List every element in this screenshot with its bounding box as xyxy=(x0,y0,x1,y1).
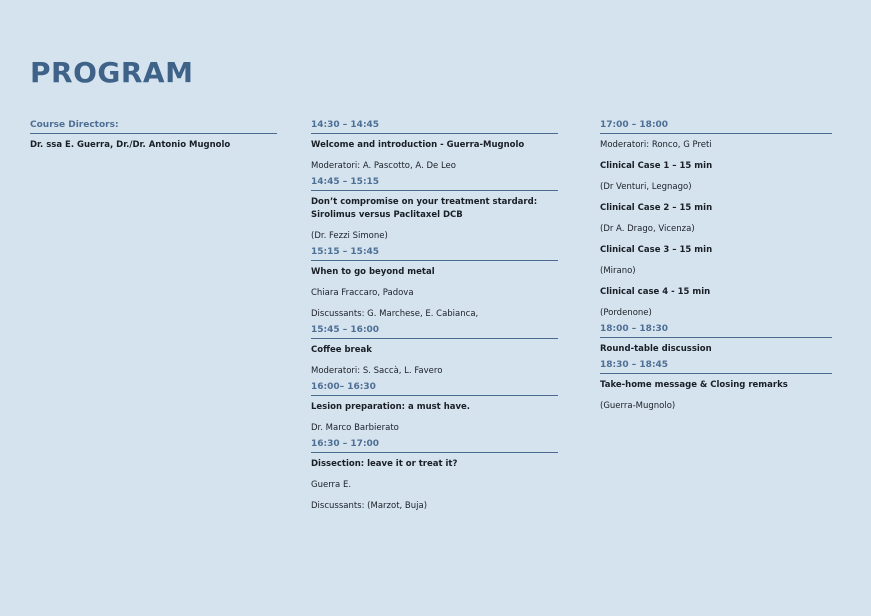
time-slot-heading: 18:00 – 18:30 xyxy=(600,323,832,338)
session-detail: Discussants: (Marzot, Buja) xyxy=(311,501,428,511)
time-slot-heading: 16:00– 16:30 xyxy=(311,381,558,396)
session-title: When to go beyond metal xyxy=(311,267,435,277)
program-column-2 xyxy=(600,119,832,416)
time-slot-heading: 15:45 – 16:00 xyxy=(311,324,558,339)
session-detail: (Guerra-Mugnolo) xyxy=(600,401,676,411)
session-title: Coffee break xyxy=(311,345,372,355)
program-slot xyxy=(311,246,558,324)
session-detail: Discussants: G. Marchese, E. Cabianca, xyxy=(311,309,479,319)
session-detail: Dr. Marco Barbierato xyxy=(311,423,399,433)
program-slot xyxy=(311,324,558,381)
directors-names: Dr. ssa E. Guerra, Dr./Dr. Antonio Mugnolo xyxy=(30,140,231,150)
session-title: Clinical Case 1 – 15 min xyxy=(600,161,713,171)
time-slot-heading: 18:30 – 18:45 xyxy=(600,359,832,374)
session-detail: (Dr Venturi, Legnago) xyxy=(600,182,692,192)
page-title: PROGRAM xyxy=(30,56,194,89)
program-slot xyxy=(600,323,832,359)
program-slot xyxy=(311,119,558,176)
session-title: Dissection: leave it or treat it? xyxy=(311,459,458,469)
session-title: Clinical case 4 - 15 min xyxy=(600,287,711,297)
session-title: Take-home message & Closing remarks xyxy=(600,380,788,390)
program-slot xyxy=(311,176,558,246)
session-title: Clinical Case 3 – 15 min xyxy=(600,245,713,255)
session-detail: (Mirano) xyxy=(600,266,636,276)
session-title: Don’t compromise on your treatment stardard: Sirolimus versus Paclitaxel DCB xyxy=(311,197,538,220)
session-detail: (Dr A. Drago, Vicenza) xyxy=(600,224,695,234)
session-title: Lesion preparation: a must have. xyxy=(311,402,471,412)
time-slot-heading: 17:00 – 18:00 xyxy=(600,119,832,134)
program-slot xyxy=(600,359,832,416)
session-title: Welcome and introduction - Guerra-Mugnolo xyxy=(311,140,525,150)
directors-column xyxy=(30,119,277,155)
session-detail: Moderatori: S. Saccà, L. Favero xyxy=(311,366,443,376)
time-slot-heading: 14:45 – 15:15 xyxy=(311,176,558,191)
session-detail: Moderatori: Ronco, G Preti xyxy=(600,140,712,150)
time-slot-heading: 14:30 – 14:45 xyxy=(311,119,558,134)
session-detail: Guerra E. xyxy=(311,480,352,490)
session-title: Clinical Case 2 – 15 min xyxy=(600,203,713,213)
program-column-1 xyxy=(311,119,558,516)
session-detail: Chiara Fraccaro, Padova xyxy=(311,288,414,298)
session-detail: Moderatori: A. Pascotto, A. De Leo xyxy=(311,161,456,171)
session-detail: (Dr. Fezzi Simone) xyxy=(311,231,388,241)
program-slot xyxy=(311,438,558,516)
program-slot xyxy=(311,381,558,438)
time-slot-heading: 15:15 – 15:45 xyxy=(311,246,558,261)
session-title: Round-table discussion xyxy=(600,344,712,354)
directors-label: Course Directors: xyxy=(30,119,277,134)
program-slot xyxy=(600,119,832,323)
session-detail: (Pordenone) xyxy=(600,308,652,318)
time-slot-heading: 16:30 – 17:00 xyxy=(311,438,558,453)
